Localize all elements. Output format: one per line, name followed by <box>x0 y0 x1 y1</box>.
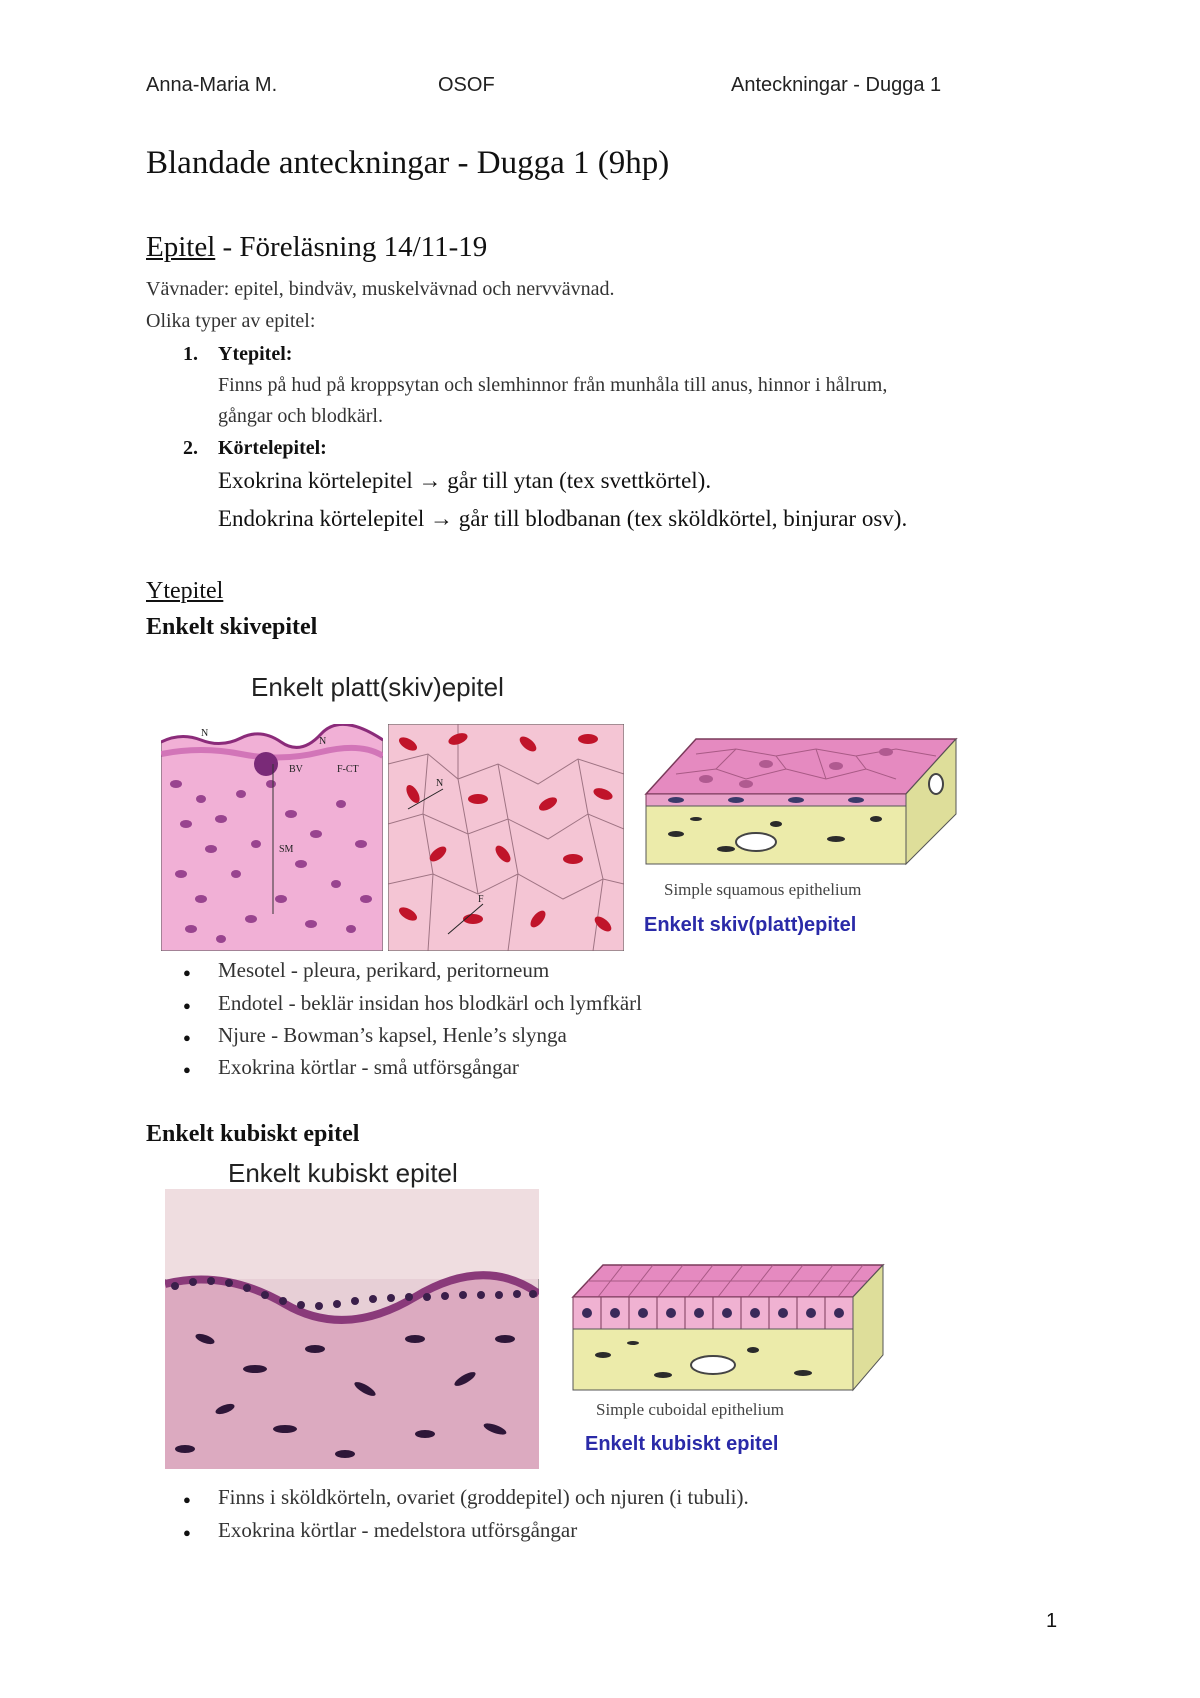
page-title: Blandade anteckningar - Dugga 1 (9hp) <box>146 145 670 181</box>
intro-line-2: Olika typer av epitel: <box>146 310 316 332</box>
list-title-1: Ytepitel: <box>218 343 293 365</box>
bullet-icon: ● <box>183 1492 191 1507</box>
ytepitel-heading: Ytepitel <box>146 578 224 604</box>
bullet-icon: ● <box>183 1525 191 1540</box>
sub1-bullet-1: Mesotel - pleura, perikard, peritorneum <box>218 958 550 982</box>
page-number: 1 <box>1046 1610 1058 1632</box>
bullet-icon: ● <box>183 965 191 980</box>
figure2-title: Enkelt kubiskt epitel <box>228 1158 458 1188</box>
bullet-icon: ● <box>183 998 191 1013</box>
figure1-title: Enkelt platt(skiv)epitel <box>251 672 504 702</box>
figure2-caption-gray: Simple cuboidal epithelium <box>596 1400 784 1419</box>
header-doc-title: Anteckningar - Dugga 1 <box>731 74 942 96</box>
list-2-line-2: Endokrina körtelepitel → går till blodbanan (tex sköldkörtel, binjurar osv). <box>218 506 908 531</box>
sub1-heading: Enkelt skivepitel <box>146 614 318 640</box>
heading-rest: - Föreläsning 14/11-19 <box>215 231 488 263</box>
header-author: Anna-Maria M. <box>146 74 278 96</box>
figure2-caption-blue: Enkelt kubiskt epitel <box>585 1433 779 1455</box>
bullet-icon: ● <box>183 1062 191 1077</box>
micro-label-bv: BV <box>289 764 303 775</box>
sub2-heading: Enkelt kubiskt epitel <box>146 1121 360 1147</box>
sub2-bullet-2: Exokrina körtlar - medelstora utförsgångar <box>218 1518 578 1542</box>
squamous-micrograph-middle <box>388 724 624 951</box>
list-num-1: 1. <box>183 343 198 365</box>
sub1-bullet-2: Endotel - beklär insidan hos blodkärl och lymfkärl <box>218 991 642 1015</box>
squamous-micrograph-left <box>161 724 383 951</box>
micro-label-n2: N <box>319 736 327 747</box>
squamous-3d-diagram <box>636 724 966 874</box>
header-course: OSOF <box>438 74 495 96</box>
micro-label-fct: F-CT <box>337 764 359 775</box>
list-title-2: Körtelepitel: <box>218 437 327 459</box>
micro-label-sm: SM <box>279 844 294 855</box>
cuboidal-3d-diagram <box>563 1255 893 1405</box>
list-1-line-1: Finns på hud på kroppsytan och slemhinnor från munhåla till anus, hinnor i hålrum, <box>218 374 888 396</box>
sub1-bullet-3: Njure - Bowman’s kapsel, Henle’s slynga <box>218 1023 567 1047</box>
list-2-line-1: Exokrina körtelepitel → går till ytan (tex svettkörtel). <box>218 468 712 493</box>
sub2-bullet-1: Finns i sköldkörteln, ovariet (groddepitel) och njuren (i tubuli). <box>218 1485 749 1509</box>
section-heading-epitel <box>146 231 487 264</box>
cuboidal-micrograph <box>165 1189 539 1469</box>
list-1-line-2: gångar och blodkärl. <box>218 405 383 427</box>
bullet-icon: ● <box>183 1030 191 1045</box>
intro-line-1: Vävnader: epitel, bindväv, muskelvävnad och nervvävnad. <box>146 278 615 300</box>
list-num-2: 2. <box>183 437 198 459</box>
figure1-caption-blue: Enkelt skiv(platt)epitel <box>644 914 857 936</box>
figure1-caption-gray: Simple squamous epithelium <box>664 880 862 899</box>
sub1-bullet-4: Exokrina körtlar - små utförsgångar <box>218 1055 519 1079</box>
heading-link-epitel: Epitel <box>146 231 216 263</box>
micro-label-n3: N <box>436 778 444 789</box>
micro-label-f: F <box>478 894 484 905</box>
micro-label-n1: N <box>201 728 209 739</box>
